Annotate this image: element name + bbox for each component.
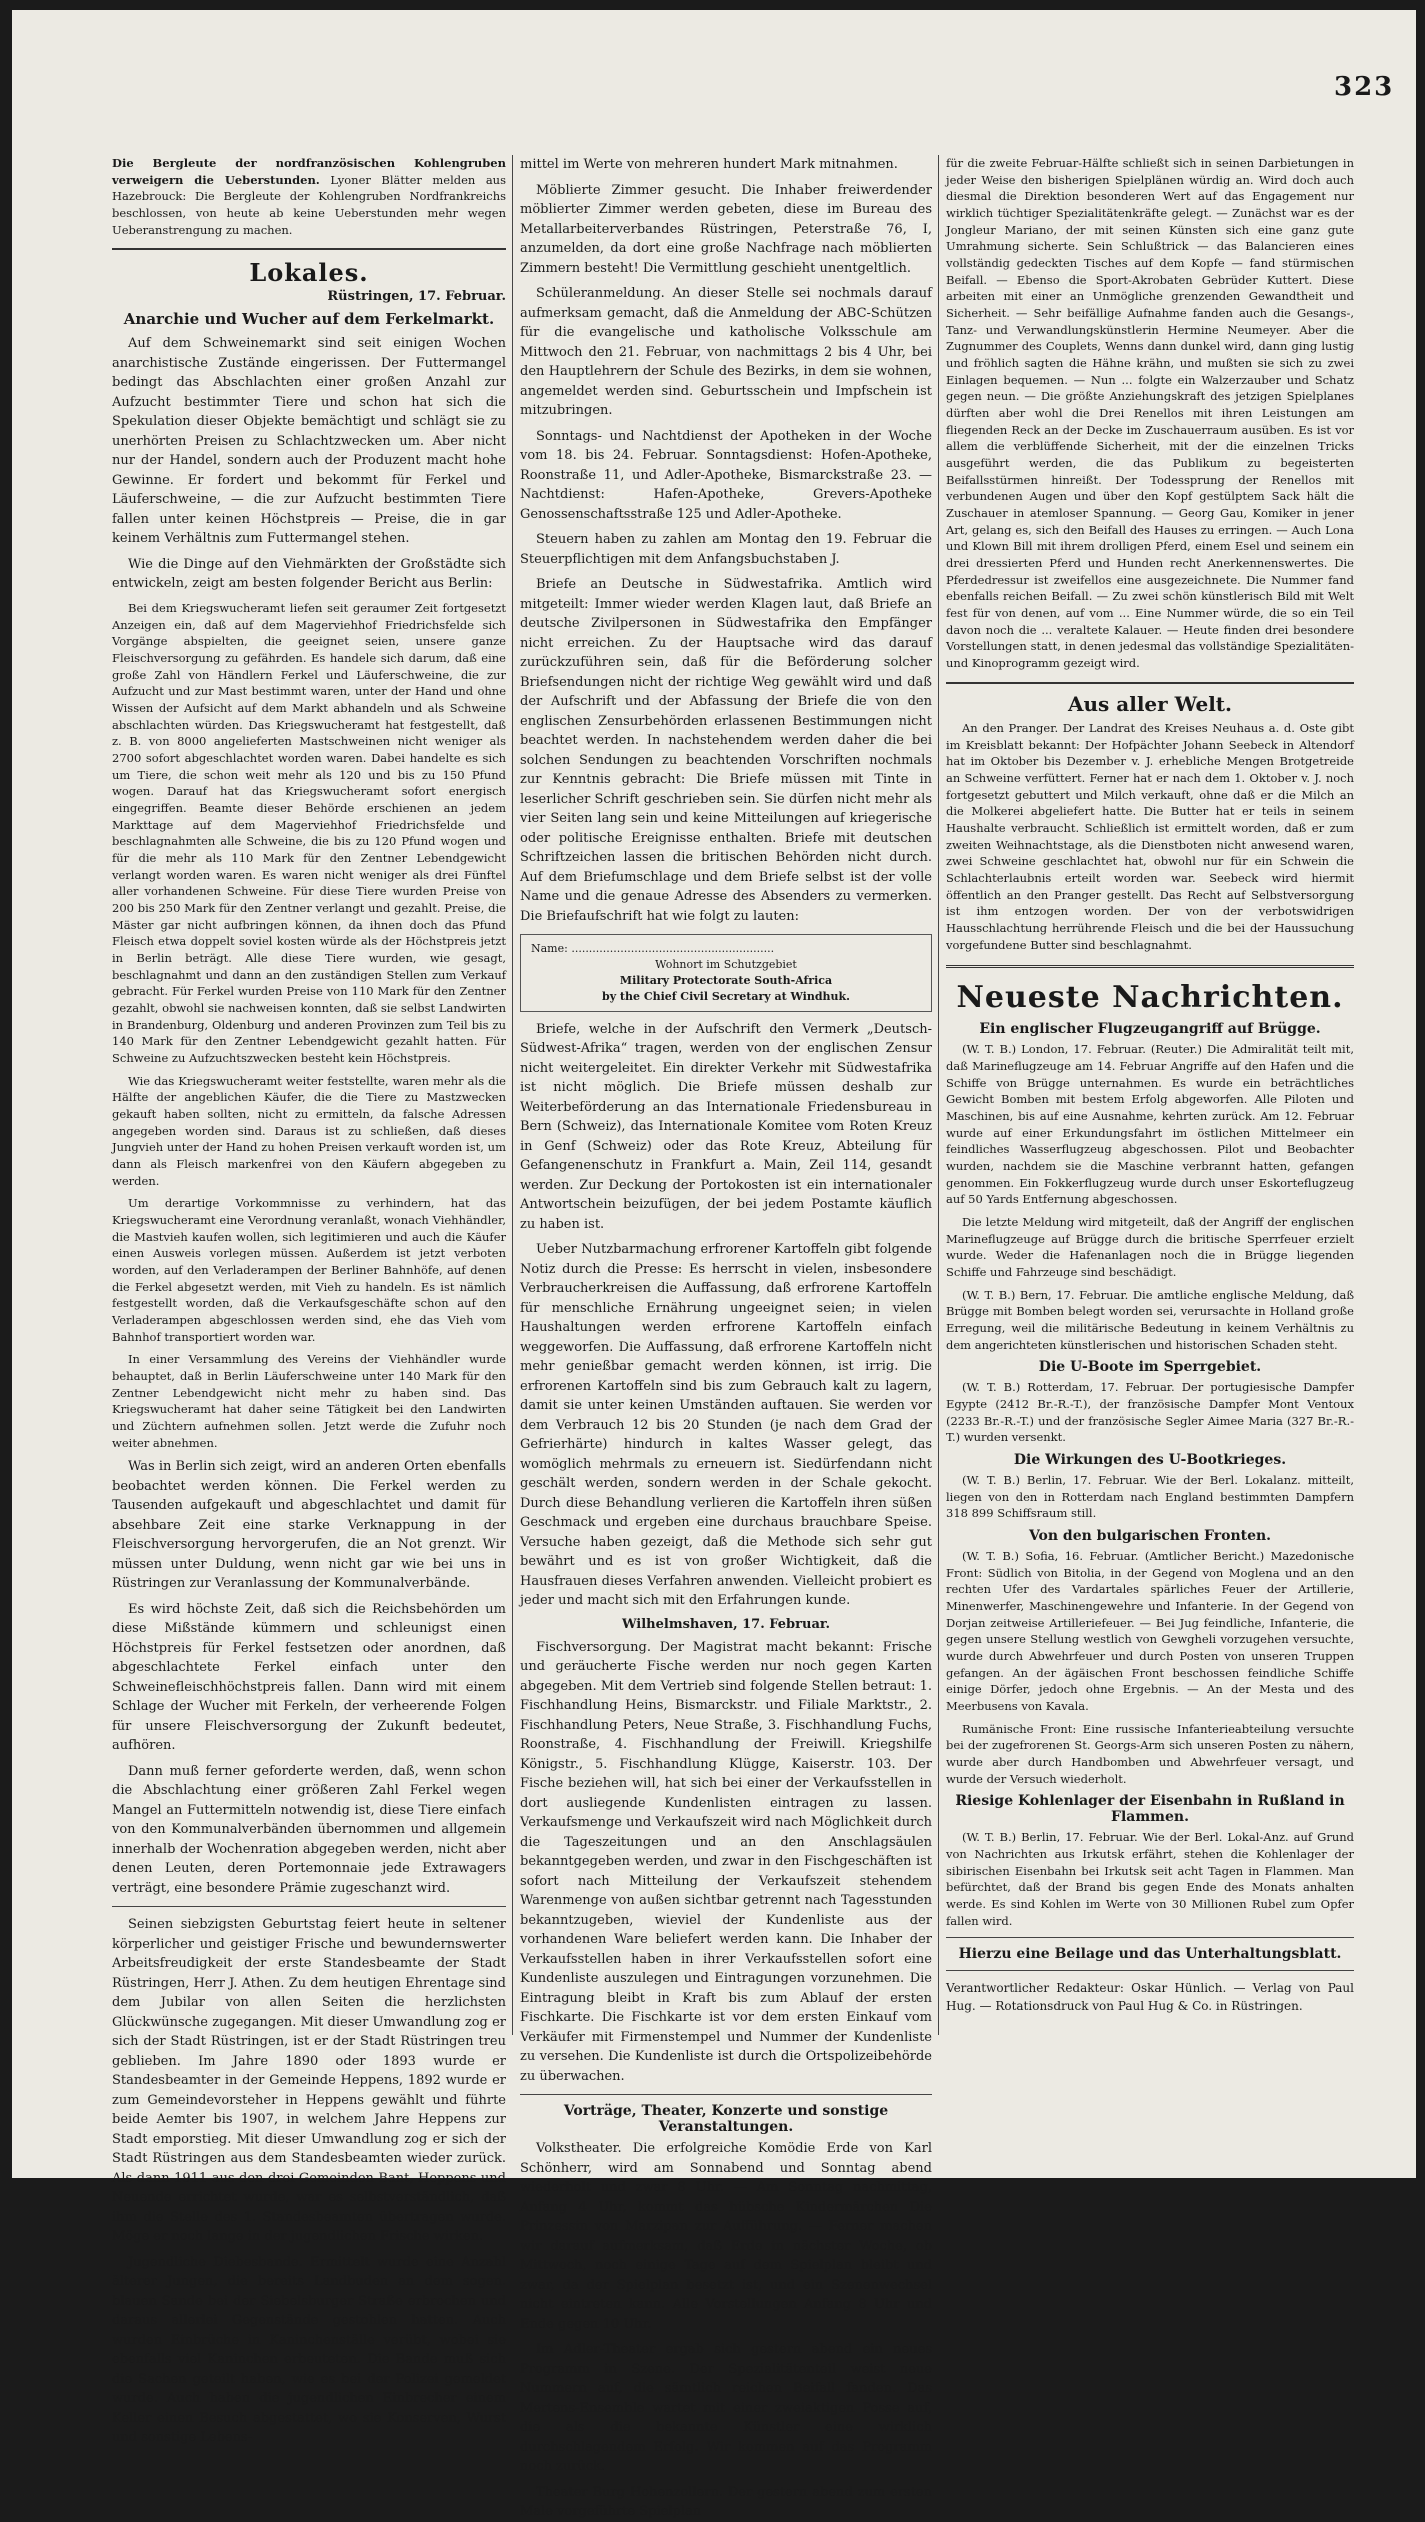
paragraph: Theater Burg Hohenzollern. Der gestern abend zum ersten Male vorgeführte Spielplan xyxy=(520,2484,932,2520)
paragraph: Schüleranmeldung. An dieser Stelle sei nochmals darauf aufmerksam gemacht, daß die Anmeldung der ABC-Schützen für die evangelische und katholische Volksschule am Mittwoch den 21. Februar, von nachmittags 2 bis 4 Uhr, bei den Hauptlehrern der Schule des Bezirks, in dem sie wohnen, angemeldet werden sind. Geburtsschein und Impfschein ist mitzubringen. xyxy=(520,286,932,418)
dateline: Wilhelmshaven, 17. Februar. xyxy=(621,1616,831,1632)
paragraph: Im Adler-Theater ergab sich gestern abend ein neues Programm in Szene. Der Spezialitätenteil weist neue Nummern auf, die sämtlich reichen Beifall fanden. Das Mertens-Ensemble wartet mit einer zweiaktigen Posse auf, die als die bekannte Künstler eine wirklich durchschlagendem Erfolg. Wir kommen auf das Programm noch zurück. xyxy=(520,2342,932,2475)
divider xyxy=(946,1970,1354,1971)
address-line: Military Protectorate South-Africa xyxy=(619,973,833,987)
news-heading: Die U-Boote im Sperrgebiet. xyxy=(1038,1359,1262,1376)
address-box xyxy=(520,934,932,1012)
paragraph: Dann muß ferner geforderte werden, daß, wenn schon die Abschlachtung einer größeren Zahl Ferkel wegen Mangel an Futtermitteln notwendig ist, diese Tiere einfach von den Kommunalverbänden übernommen und allgemein innerhalb der Wochenration abgegeben werden, nicht aber denen Leuten, deren Portemonnaie jede Extrawagers verträgt, eine besondere Prämie zugeschanzt wird. xyxy=(112,1763,506,1896)
page-number: 323 xyxy=(1334,72,1395,102)
news-heading: Ein englischer Flugzeugangriff auf Brügge. xyxy=(979,1021,1321,1038)
paragraph: Bei dem Kriegswucheramt liefen seit geraumer Zeit fortgesetzt Anzeigen ein, daß auf dem Magerviehhof Friedrichsfelde sich Vorgänge abspielten, die geeignet seien, unsere ganze Fleischversorgung zu gefährden. Es handele sich darum, daß eine große Zahl von Händlern Ferkel und Läuferschweine, die zur Aufzucht und zur Mast bestimmt waren, unter der Hand und ohne Wissen der Aufsicht auf dem Markt abhandeln und als Schweine abschlachten würden. Das Kriegswucheramt hat festgestellt, daß z. B. von 8000 angelieferten Mastschweinen nicht weniger als 2700 sofort abgeschlachtet worden waren. Dabei handelte es sich um Tiere, die schon weit mehr als 120 und bis zu 150 Pfund wogen. Darauf hat das Kriegswucheramt sofort energisch eingegriffen. Beamte dieser Behörde erschienen an jedem Markttage auf dem Magerviehhof Friedrichsfelde und beschlagnahmten alle Schweine, die bis zu 120 Pfund wogen und für die mehr als 110 Mark für den Zentner Lebendgewicht verlangt worden waren. Es waren nicht weniger als drei Fünftel aller vorhandenen Schweine. Für diese Tiere wurden Preise von 200 bis 250 Mark für den Zentner verlangt und gezahlt. Preise, die Mäster gar nicht aufbringen können, da ihnen doch das Pfund Fleisch etwa doppelt soviel kosten würde als der Höchstpreis jetzt in Berlin beträgt. Alle diese Tiere wurden, wie gesagt, beschlagnahmt und dann an den zuständigen Stellen zum Verkauf gebracht. Für Ferkel wurden Preise von 110 Mark für den Zentner gezahlt, obwohl sie nachweisen konnten, daß sie selbst Landwirten in Brandenburg, Oldenburg und anderen Provinzen zum Teil bis zu 140 Mark für den Zentner Lebendgewicht gezahlt hatten. Für Schweine zu Aufzuchtszwecken besteht kein Höchstpreis. xyxy=(112,600,506,1065)
paragraph: (W. T. B.) Rotterdam, 17. Februar. Der portugiesische Dampfer Egypte (2412 Br.-R.-T.), der französische Dampfer Mont Ventoux (2233 Br.-R.-T.) und der französische Segler Aimee Maria (327 Br.-R.-T.) wurden versenkt. xyxy=(946,1380,1354,1445)
paragraph: Ueber Nutzbarmachung erfrorener Kartoffeln gibt folgende Notiz durch die Presse: Es herrscht in vielen, insbesondere Verbraucherkreisen die Auffassung, daß erfrorene Kartoffeln für menschliche Ernährung ungeeignet seien; in vielen Haushaltungen werden erfrorene Kartoffeln einfach weggeworfen. Die Auffassung, daß erfrorene Kartoffeln nicht mehr genießbar gemacht werden können, ist irrig. Die erfrorenen Kartoffeln sind bis zum Gebrauch kalt zu lagern, damit sie unter keinen Umständen auftauen. Sie werden vor dem Verbrauch 12 bis 20 Stunden (je nach dem Grad der Gefrierhärte) hindurch in kaltes Wasser gelegt, das womöglich mehrmals zu erneuern ist. Siedürfendann nicht geschält werden, sondern werden in der Schale gekocht. Durch diese Behandlung verlieren die Kartoffeln ihren süßen Geschmack und ergeben eine durchaus brauchbare Speise. Versuche haben gezeigt, daß die Methode sich sehr gut bewährt und es ist von großer Wichtigkeit, daß die Hausfrauen dieses Verfahren anwenden. Vielleicht probiert es jeder und macht sich mit den Erfahrungen kunde. xyxy=(520,1242,932,1609)
divider xyxy=(112,248,506,250)
section-heading-lokales: Lokales. xyxy=(249,258,369,288)
paragraph: für die zweite Februar-Hälfte schließt sich in seinen Darbietungen in jeder Weise den bisherigen Spielplänen würdig an. Wird doch auch diesmal die Direktion besonderen Wert auf das Engagement nur wirklich tüchtiger Spezialitätenkräfte gelegt. — Zunächst war es der Jongleur Mariano, der mit seinen Künsten sich eine ganz gute Umrahmung sicherte. Sein Schlußtrick — das Balancieren eines vollständig gedeckten Tisches auf dem Kopfe — fand stürmischen Beifall. — Ebenso die Sport-Akrobaten Gebrüder Kuttert. Diese arbeiten mit einer an Unmögliche grenzenden Gewandtheit und Sicherheit. — Sehr beifällige Aufnahme fanden auch die Gesangs-, Tanz- und Verwandlungskünstlerin Hermine Neumeyer. Aber die Zugnummer des Couplets, Wenns dann dunkel wird, dann ging lustig und fröhlich sagten die Hähne krähn, und mußten sie sich zu zwei Einlagen bequemen. — Nun ... folgte ein Walzerzauber und Schatz gegen neun. — Die größte Anziehungskraft des jetzigen Spielplanes dürften aber wohl die Drei Renellos mit ihren Leistungen am fliegenden Reck an der Decke im Zuschauerraum ausüben. Es ist vor allem die verblüffende Sicherheit, mit der die einzelnen Tricks ausgeführt werden, die das Publikum zu begeisterten Beifallsstürmen hinreißt. Der Todessprung der Renellos mit verbundenen Augen und über den Kopf gestülptem Sack hält die Zuschauer in atemloser Spannung. — Georg Gau, Komiker in jener Art, gelang es, sich den Beifall des Hauses zu erringen. — Auch Lona und Klown Bill mit ihrem drolligen Pferd, einem Esel und seinem ein drei dressierten Pferd und Hunden recht Anerkennenswertes. Die Pferdedressur ist zweifellos eine ausgezeichnete. Die Nummer fand ebenfalls reichen Beifall. — Zu zwei schön künstlerisch Bild mit Welt fest für von denen, auf vom ... Eine Nummer würde, die so ein Teil davon noch die ... veraltete Kalauer. — Heute finden drei besondere Vorstellungen statt, in denen jedesmal das vollständige Spezialitäten- und Kinoprogramm gezeigt wird. xyxy=(946,156,1354,671)
paragraph: In einer Versammlung des Vereins der Viehhändler wurde behauptet, daß in Berlin Läuferschweine unter 140 Mark für den Zentner Lebendgewicht nicht mehr zu haben sind. Das Kriegswucheramt hat daher seine Tätigkeit bei den Landwirten und Züchtern aufnehmen sollen. Jetzt werde die Zufuhr noch weiter abnehmen. xyxy=(112,1352,506,1450)
paragraph: Es wird höchste Zeit, daß sich die Reichsbehörden um diese Mißstände kümmern und schleunigst einen Höchstpreis für Ferkel festsetzen oder anordnen, daß abgeschlachtete Ferkel einfach unter den Schweinefleischhöchstpreis fallen. Dann wird mit einem Schlage der Wucher mit Ferkeln, der verheerende Folgen für unsere Fleischversorgung der Zukunft bedeutet, aufhören. xyxy=(112,1601,506,1754)
imprint: Verantwortlicher Redakteur: Oskar Hünlich. — Verlag von Paul Hug. — Rotationsdruck von Paul Hug & Co. in Rüstringen. xyxy=(946,1981,1354,2014)
paragraph: mittel im Werte von mehreren hundert Mark mitnahmen. xyxy=(520,157,898,172)
column-2 xyxy=(520,155,932,2520)
divider xyxy=(946,1937,1354,1938)
paragraph: Sonntags- und Nachtdienst der Apotheken in der Woche vom 18. bis 24. Februar. Sonntagsdienst: Hofen-Apotheke, Roonstraße 11, und Adler-Apotheke, Bismarckstraße 23. — Nachtdienst: Hafen-Apotheke, Grevers-Apotheke Genossenschaftsstraße 125 und Adler-Apotheke. xyxy=(520,428,932,522)
address-line: Name: .......................................................... xyxy=(531,942,775,955)
paragraph: Fischversorgung. Der Magistrat macht bekannt: Frische und geräucherte Fische werden nur noch gegen Karten abgegeben. Mit dem Vertrieb sind folgende Stellen betraut: 1. Fischhandlung Heins, Bismarckstr. und Filiale Marktstr., 2. Fischhandlung Peters, Neue Straße, 3. Fischhandlung Fuchs, Roonstraße, 4. Fischhandlung der Freiwill. Kriegshilfe Königstr., 5. Fischhandlung Klügge, Kaiserstr. 103. Der Fische beziehen will, hat sich bei einer der Verkaufsstellen in dort ausliegende Kundenlisten eintragen zu lassen. Verkaufsmenge und Verkaufszeit wird nach Möglichkeit durch die Tageszeitungen und an den Anschlagsäulen bekanntgegeben werden, und zwar in den Fischgeschäften ist sofort nach Mitteilung der Verkaufszeit stehendem Warenmenge von außen sichtbar getrennt nach Tagesstunden bekanntzugeben, wieviel der Kundenliste aus der vorhandenen Ware beliefert werden kann. Die Inhaber der Verkaufsstellen haben in ihrer Verkaufsstellen sofort eine Kundenliste auszulegen und Eintragungen vorzunehmen. Die Eintragung bleibt in Kraft bis zum Ablauf der ersten Fischkarte. Die Fischkarte ist vor dem ersten Einkauf vom Verkäufer mit Firmenstempel und Nummer der Kundenliste zu versehen. Die Kundenliste ist durch die Ortspolizeibehörde zu überwachen. xyxy=(520,1639,932,2084)
address-line: Wohnort im Schutzgebiet xyxy=(655,957,797,971)
paragraph: Volkstheater. Die erfolgreiche Komödie Erde von Karl Schönherr, wird am Sonnabend und Sonntag abend wiederholt und zwar 8 Uhr. — Am Sonntag nachmittag, Anfang 4 Uhr, kommt das hübsche Kindermärchen Die Prinzessin von Marzipan zur Aufführung. — Ferner machen wir darauf aufmerksam, daß Erde in nächster Woche, ob Mittwoch, noch einige Tage auf dem Spielplan bleibt und zwar, da der Spielplan besetzt ist, und ein Szenenwechsel nicht eintreten kann. Alle Vorstellungen Anfang 8 Uhr und Ende gegen 10 Uhr. xyxy=(520,2141,932,2332)
newspaper-page xyxy=(12,10,1416,2520)
paragraph: (W. T. B.) Bern, 17. Februar. Die amtliche englische Meldung, daß Brügge mit Bomben belegt worden sei, verursachte in Holland große Erregung, weil die militärische Bedeutung in keinem Verhältnis zu dem angerichteten künstlerischen und historischen Schaden steht. xyxy=(946,1287,1354,1352)
paragraph: Um derartige Vorkommnisse zu verhindern, hat das Kriegswucheramt eine Verordnung veranlaßt, wonach Viehhändler, die Mastvieh kaufen wollen, sich legitimieren und auch die Käufer einen Ausweis vorlegen müssen. Außerdem ist jetzt verboten worden, auf den Verladerampen der Berliner Bahnhöfe, auf denen die Ferkel abgesetzt werden, mit Vieh zu handeln. Es ist nämlich festgestellt worden, daß die Verkaufsgeschäfte schon auf den Verladerampen abgeschlossen werden sind, ehe das Vieh vom Bahnhof transportiert worden war. xyxy=(112,1196,506,1344)
paragraph: Rumänische Front: Eine russische Infanterieabteilung versuchte bei der zugefrorenen St. Georgs-Arm sich unseren Posten zu nähern, wurde aber durch Handbomben und Abwehrfeuer versagt, und wurde der Versuch wiederholt. xyxy=(946,1721,1354,1786)
article-title: Anarchie und Wucher auf dem Ferkelmarkt. xyxy=(123,310,495,329)
column-divider xyxy=(512,155,513,2035)
paragraph: (W. T. B.) Berlin, 17. Februar. Wie der Berl. Lokal-Anz. auf Grund von Nachrichten aus Irkutsk erfährt, stehen die Kohlenlager der sibirischen Eisenbahn bei Irkutsk seit acht Tagen in Flammen. Man befürchtet, daß der Brand bis gegen Ende des Monats anhalten werde. Es sind Kohlen im Werte von 30 Millionen Rubel zum Opfer fallen wird. xyxy=(946,1830,1354,1928)
paragraph: Wie das Kriegswucheramt weiter feststellte, waren mehr als die Hälfte der angeblichen Käufer, die die Tiere zu Mastzwecken gekauft haben sollten, nicht zu ermitteln, da falsche Adressen angegeben worden sind. Daraus ist zu schließen, daß dieses Jungvieh unter der Hand zu hohen Preisen verkauft worden ist, um dann als Fleisch markenfrei von den Käufern abgegeben zu werden. xyxy=(112,1073,506,1188)
divider xyxy=(946,965,1354,968)
dateline: Rüstringen, 17. Februar. xyxy=(327,289,506,305)
section-heading: Vorträge, Theater, Konzerte und sonstige Veranstaltungen. xyxy=(563,2103,889,2136)
paragraph: (W. T. B.) Berlin, 17. Februar. Wie der Berl. Lokalanz. mitteilt, liegen von den in Rotterdam nach England bestimmten Dampfern 318 899 Schiffsraum still. xyxy=(946,1473,1354,1521)
paragraph: Wie die Dinge auf den Viehmärkten der Großstädte sich entwickeln, zeigt am besten folgender Bericht aus Berlin: xyxy=(112,556,506,592)
paragraph: Seinen siebzigsten Geburtstag feiert heute in seltener körperlicher und geistiger Frische und bewundernswerter Arbeitsfreudigkeit der erste Standesbeamte der Stadt Rüstringen, Herr J. Athen. Zu dem heutigen Ehrentage sind dem Jubilar von allen Seiten die herzlichsten Glückwünsche zugegangen. Mit dieser Umwandlung zog er sich der Stadt Rüstringen, ist er der Stadt Rüstringen treu geblieben. Im Jahre 1890 oder 1893 wurde er Standesbeamter in der Gemeinde Heppens, 1892 wurde er zum Gemeindevorsteher in Heppens gewählt und führte beide Aemter bis 1907, in welchem Jahre Heppens zur Stadt emporstieg. Mit dieser Umwandlung zog er sich der Stadt Rüstringen aus dem Standesbeamten wieder zurück. Als dann 1911 aus den drei Gemeinden Bant, Heppens und Neuende errichtet wurde, war es selbstverständlich, daß ihm die Stelle des 1. Standesbeamten übertragen wurde. Möge er noch lange in der jugendlichen Frische wirken. xyxy=(112,1917,506,2245)
address-line: by the Chief Civil Secretary at Windhuk. xyxy=(602,989,850,1003)
paragraph: Briefe, welche in der Aufschrift den Vermerk „Deutsch-Südwest-Afrika“ tragen, werden von der englischen Zensur nicht weitergeleitet. Ein direkter Verkehr mit Südwestafrika ist nicht möglich. Die Briefe müssen deshalb zur Weiterbeförderung an das Internationale Friedensbureau in Bern (Schweiz), das Internationale Komitee vom Roten Kreuz in Genf (Schweiz) oder das Rote Kreuz, Abteilung für Gefangenenschutz in Frankfurt a. Main, Zeil 114, gesandt werden. Zur Deckung der Portokosten ist ein internationaler Antwortschein beizufügen, der bei jedem Postamte käuflich zu haben ist. xyxy=(520,1021,932,1232)
news-heading: Riesige Kohlenlager der Eisenbahn in Rußland in Flammen. xyxy=(955,1793,1345,1826)
paragraph: Steuern haben zu zahlen am Montag den 19. Februar die Steuerpflichtigen mit dem Anfangsbuchstaben J. xyxy=(520,532,932,567)
paragraph: (W. T. B.) Sofia, 16. Februar. (Amtlicher Bericht.) Mazedonische Front: Südlich von Bitolia, in der Gegend von Moglena und an den rechten Ufer des Vardartales spärliches Feuer der Artillerie, Minenwerfer, Maschinengewehre und Infanterie. In der Gegend von Dorjan zeitweise Artilleriefeuer. — Bei Jug feindliche, Infanterie, die gegen unsere Stellung westlich von Gewgheli vorzugehen versuchte, wurde durch Abwehrfeuer und durch Posten von unseren Truppen gefangen. An der ägäischen Front beschossen feindliche Schiffe einige Dörfer, jedoch ohne Ergebnis. — An der Mesta und des Meerbusens von Kavala. xyxy=(946,1549,1354,1714)
paragraph: Jugendliche Diebesbande. Ermittelt wurde eine Anzahl älterer Jungen, die bereits Landbuden an dem sogen. blauen Sande bei der Siebelsburger Straße erbrochen und daraus allerlei Gegenstände gestohlen hatten. Auch wurden Einbrüche in Kaninchenställe verübt, wobei sie ebenfalls viel Kaninchen erbeuteten. Die Bande muß sich die Sachen geteilt haben, wie es bei der Polizei gemeldet wurde. Auch haben die jugendlichen Einbrecher einem Keller einen Besuch abgestattet, wo sie Konserven, Wurst und sonstige Lebens- xyxy=(112,2254,506,2446)
paragraph: Briefe an Deutsche in Südwestafrika. Amtlich wird mitgeteilt: Immer wieder werden Klagen laut, daß Briefe an deutsche Zivilpersonen in Südwestafrika den Empfänger nicht erreichen. Zu der Hauptsache wird das darauf zurückzuführen sein, daß für die Beförderung solcher Briefsendungen nicht der richtige Weg gewählt wird und daß der Aufschrift und der Abfassung der Briefe die von den englischen Zensurbehörden erlassenen Bestimmungen nicht beachtet werden. In nachstehendem werden daher die bei solchen Sendungen zu beachtenden Vorschriften nochmals zur Kenntnis gebracht: Die Briefe müssen mit Tinte in leserlicher Schrift geschrieben sein. Sie dürfen nicht mehr als vier Seiten lang sein und keine Mitteilungen auf kriegerische oder politische Ereignisse enthalten. Briefe mit deutschen Schriftzeichen lassen die britischen Behörden nicht durch. Auf dem Briefumschlage und dem Briefe selbst ist der volle Name und die genaue Adresse des Absenders zu vermerken. Die Briefaufschrift hat wie folgt zu lauten: xyxy=(520,577,932,924)
section-heading-neueste-nachrichten: Neueste Nachrichten. xyxy=(956,980,1344,1016)
divider xyxy=(112,1906,506,1907)
paragraph: (W. T. B.) London, 17. Februar. (Reuter.) Die Admiralität teilt mit, daß Marineflugzeuge am 14. Februar Angriffe auf den Hafen und die Schiffe von Brügge unternahmen. Es wurde ein beträchtliches Gewicht Bomben mit bestem Erfolg abgeworfen. Alle Piloten und Maschinen, bis auf eine Ausnahme, kehrten zurück. Am 12. Februar wurde auf einer Erkundungsfahrt im östlichen Mittelmeer ein feindliches Wasserflugzeug abgeschossen. Pilot und Beobachter wurden, nachdem sie die Maschine verbrannt hatten, gefangen genommen. Ein Fokkerflugzeug wurde durch unser Eskorteflugzeug auf 50 Yards Entfernung abgeschossen. xyxy=(946,1042,1354,1207)
paragraph: Die letzte Meldung wird mitgeteilt, daß der Angriff der englischen Marineflugzeuge auf Brügge durch die britische Sperrfeuer erzielt wurde. Weder die Hafenanlagen noch die in Brügge liegenden Schiffe und Fahrzeuge sind beschädigt. xyxy=(946,1214,1354,1279)
divider xyxy=(520,2094,932,2095)
column-divider xyxy=(938,155,939,2035)
column-1 xyxy=(112,155,506,2446)
lead-notice: Die Bergleute der nordfranzösischen Kohlengruben verweigern die Ueberstunden. Lyoner Blätter melden aus Hazebrouck: Die Bergleute der Kohlengruben Nordfrankreichs beschlossen, von heute ab keine Ueberstunden mehr wegen Ueberanstrengung zu machen. xyxy=(112,156,506,237)
supplement-notice: Hierzu eine Beilage und das Unterhaltungsblatt. xyxy=(958,1946,1342,1963)
section-heading-aus-aller-welt: Aus aller Welt. xyxy=(1067,691,1232,716)
paragraph: Was in Berlin sich zeigt, wird an anderen Orten ebenfalls beobachtet werden können. Die Ferkel werden zu Tausenden aufgekauft und abgeschlachtet und damit für absehbare Zeit eine starke Verknappung in der Fleischversorgung hervorgerufen, die an Not grenzt. Wir müssen unter Duldung, wenn nicht gar wie bei uns in Rüstringen zur Veranlassung der Kommunalverbände. xyxy=(112,1459,506,1592)
news-heading: Die Wirkungen des U-Bootkrieges. xyxy=(1013,1452,1287,1469)
news-heading: Von den bulgarischen Fronten. xyxy=(1028,1528,1272,1545)
paragraph: An den Pranger. Der Landrat des Kreises Neuhaus a. d. Oste gibt im Kreisblatt bekannt: Der Hofpächter Johann Seebeck in Altendorf hat im Oktober bis Dezember v. J. erhebliche Mengen Brotgetreide an Schweine verfüttert. Ferner hat er nach dem 1. Oktober v. J. noch fortgesetzt gebuttert und Milch verkauft, ohne daß er die Milch an die Molkerei abgeliefert hatte. Die Butter hat er teils in seinem Haushalte verbraucht. Schließlich ist ermittelt worden, daß er zum zweiten Weihnachtstage, als die Dienstboten nicht anwesend waren, zwei Schweine geschlachtet hat, obwohl nur für ein Schwein die Schlachterlaubnis erteilt worden war. Seebeck wird hiermit öffentlich an den Pranger gestellt. Das Recht auf Selbstversorgung ist ihm entzogen worden. Der von der verbotswidrigen Hausschlachtung herrührende Fleisch und die bei der Haussuchung vorgefundene Butter sind beschlagnahmt. xyxy=(946,720,1354,952)
paragraph: Auf dem Schweinemarkt sind seit einigen Wochen anarchistische Zustände eingerissen. Der Futtermangel bedingt das Abschlachten einer großen Anzahl zur Aufzucht bestimmter Tiere und schon hat sich die Spekulation dieser Objekte bemächtigt und schlägt sie zu unerhörten Preisen zu Schlachtzwecken um. Aber nicht nur der Handel, sondern auch der Produzent macht hohe Gewinne. Er fordert und bekommt für Ferkel und Läuferschweine, — die zur Aufzucht bestimmten Tiere fallen unter keinen Höchstpreis — Preise, die in gar keinem Verhältnis zum Futtermangel stehen. xyxy=(112,336,506,547)
column-3 xyxy=(946,155,1354,2061)
paragraph: Möblierte Zimmer gesucht. Die Inhaber freiwerdender möblierter Zimmer werden gebeten, diese im Bureau des Metallarbeiterverbandes Rüstringen, Peterstraße 76, I, anzumelden, da dort eine große Nachfrage nach möblierten Zimmern besteht! Die Vermittlung geschieht unentgeltlich. xyxy=(520,182,932,276)
divider xyxy=(946,682,1354,684)
